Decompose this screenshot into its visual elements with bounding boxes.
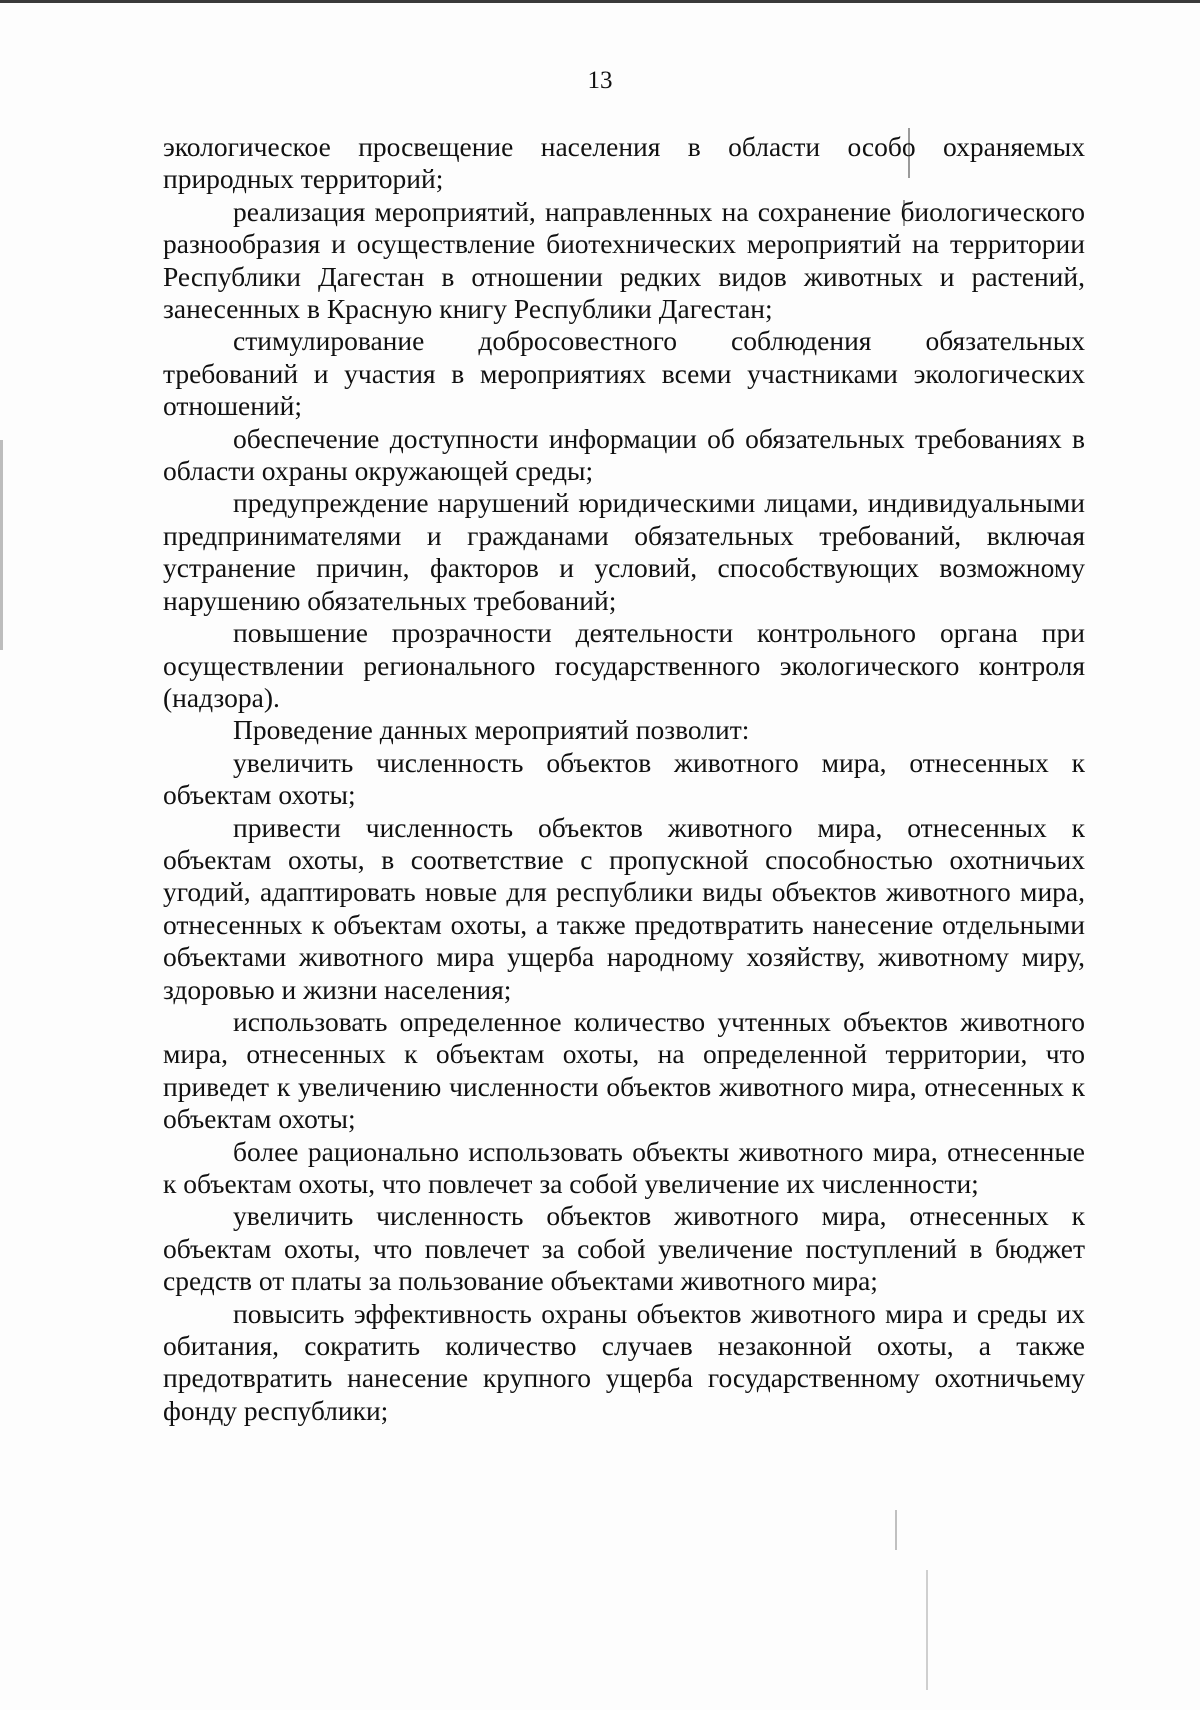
page-number: 13 bbox=[587, 67, 613, 94]
scan-speck bbox=[895, 1510, 897, 1550]
paragraph: увеличить численность объектов животного мира, отнесенных к объектам охоты; bbox=[163, 746, 1085, 811]
paragraph: предупреждение нарушений юридическими лицами, индивидуальными предпринимателями и гражданами обязательных требований, включая устранение причин, факторов и условий, способствующих возможному нарушению обязательных требований; bbox=[163, 487, 1085, 616]
paragraph: реализация мероприятий, направленных на сохранение биологического разнообразия и осуществление биотехнических мероприятий на территории Республики Дагестан в отношении редких видов животных и растений, занесенных в Красную книгу Республики Дагестан; bbox=[163, 195, 1085, 325]
paragraph: экологическое просвещение населения в области особо охраняемых природных территорий; bbox=[163, 131, 1085, 195]
paragraph: увеличить численность объектов животного мира, отнесенных к объектам охоты, что повлечет за собой увеличение поступлений в бюджет средств от платы за пользование объектами животного мира; bbox=[163, 1200, 1085, 1297]
scan-speck bbox=[926, 1570, 928, 1690]
paragraph: обеспечение доступности информации об обязательных требованиях в области охраны окружающей среды; bbox=[163, 422, 1085, 487]
paragraph: использовать определенное количество учтенных объектов животного мира, отнесенных к объектам охоты, на определенной территории, что приведет к увеличению численности объектов животного мира, отнесенных к объектам охоты; bbox=[163, 1005, 1085, 1135]
scan-left-edge bbox=[0, 440, 3, 650]
paragraph: более рационально использовать объекты животного мира, отнесенные к объектам охоты, что повлечет за собой увеличение их численности; bbox=[163, 1135, 1085, 1199]
paragraph: стимулирование добросовестного соблюдения обязательных требований и участия в мероприятиях всеми участниками экологических отношений; bbox=[163, 325, 1085, 422]
paragraph: повысить эффективность охраны объектов животного мира и среды их обитания, сократить количество случаев незаконной охоты, а также предотвратить нанесение крупного ущерба государственному охотничьему фонду республики; bbox=[163, 1297, 1085, 1426]
scan-top-edge bbox=[0, 0, 1200, 3]
paragraph: привести численность объектов животного мира, отнесенных к объектам охоты, в соответствие с пропускной способностью охотничьих угодий, адаптировать новые для республики виды объектов животного мира, отнесенных к объектам охоты, а также предотвратить нанесение отдельными объектами животного мира ущерба народному хозяйству, животному миру, здоровью и жизни населения; bbox=[163, 811, 1085, 1005]
paragraph: Проведение данных мероприятий позволит: bbox=[233, 714, 750, 746]
document-body bbox=[163, 131, 1085, 1427]
paragraph: повышение прозрачности деятельности контрольного органа при осуществлении регионального государственного экологического контроля (надзора). bbox=[163, 617, 1085, 713]
